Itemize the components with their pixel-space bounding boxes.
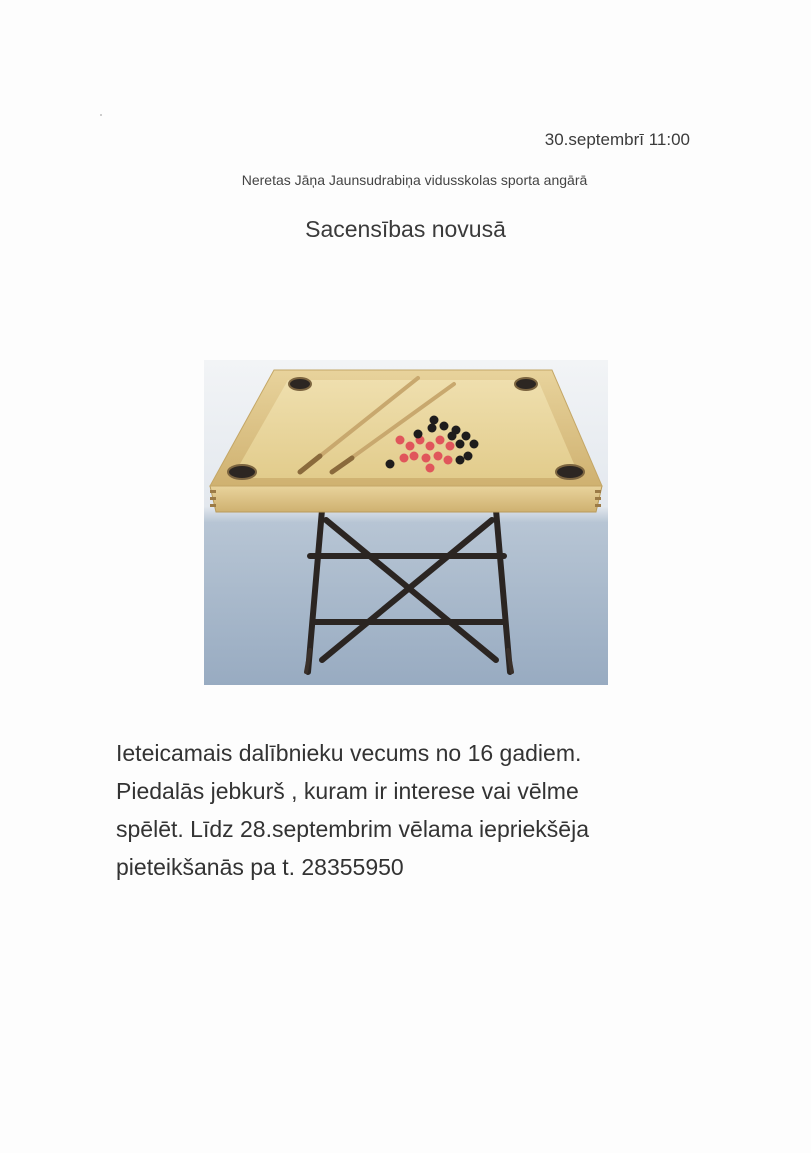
description-line: Piedalās jebkurš , kuram ir interese vai vēlme [116, 778, 579, 804]
description-line: spēlēt. Līdz 28.septembrim vēlama iepriekšēja [116, 816, 590, 842]
event-venue: Neretas Jāņa Jaunsudrabiņa vidusskolas sporta angārā [241, 172, 588, 188]
description-line: Ieteicamais dalībnieku vecums no 16 gadiem. [116, 740, 582, 766]
description-line: pieteikšanās pa t. 28355950 [116, 854, 404, 880]
novuss-table-icon [204, 360, 608, 685]
novuss-table-photo [204, 360, 608, 685]
event-title: Sacensības novusā [305, 216, 506, 242]
event-description [116, 734, 676, 886]
scan-speck [100, 114, 102, 116]
event-date: 30.septembrī 11:00 [544, 130, 690, 149]
